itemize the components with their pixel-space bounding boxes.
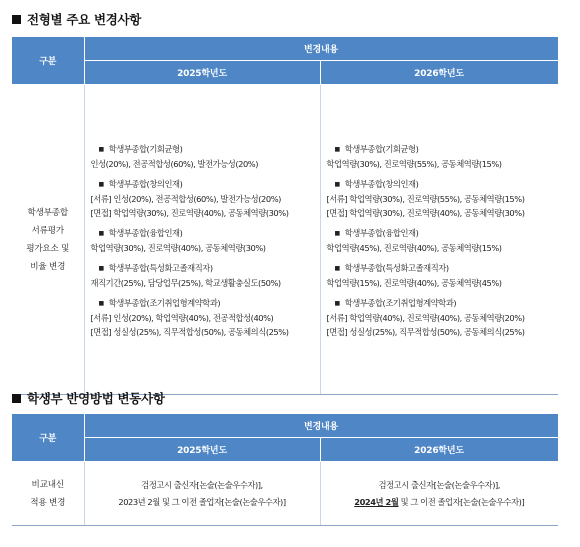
cell-2025 (84, 85, 320, 395)
header-category: 구분 (12, 37, 84, 85)
cell-2026: 검정고시 출신자[논술(논술우수자)], 2024년 2월 및 그 이전 졸업자[논술(논술우수자)] (320, 462, 558, 526)
row-label: 비교내신 적용 변경 (12, 462, 84, 526)
changes-table (12, 36, 559, 395)
list-item: ■ 학생부종합(특성화고졸재직자) 재직기간(25%), 담당업무(25%), 학교생활충실도(50%) (91, 261, 320, 290)
square-bullet-icon (12, 394, 21, 403)
list-item: ■ 학생부종합(특성화고졸재직자) 학업역량(15%), 진로역량(40%), 공동체역량(45%) (327, 261, 559, 290)
school-record-table (12, 413, 559, 526)
list-item: ■ 학생부종합(기회균형) 학업역량(30%), 진로역량(55%), 공동체역량(15%) (327, 142, 559, 171)
list-item: ■ 학생부종합(융합인재) 학업역량(45%), 진로역량(40%), 공동체역량(15%) (327, 226, 559, 255)
header-2025: 2025학년도 (84, 61, 320, 85)
list-item: ■ 학생부종합(기회균형) 인성(20%), 전공적합성(60%), 발전가능성(20%) (91, 142, 320, 171)
cell-2026 (320, 85, 558, 395)
section1-title: 전형별 주요 변경사항 (12, 10, 141, 28)
header-content: 변경내용 (84, 414, 558, 438)
header-2025: 2025학년도 (84, 438, 320, 462)
cell-2025: 검정고시 출신자[논술(논술우수자)], 2023년 2월 및 그 이전 졸업자[논술(논술우수자)] (84, 462, 320, 526)
list-item: ■ 학생부종합(조기취업형계약학과) [서류] 학업역량(40%), 진로역량(40%), 공동체역량(20%) [면접] 성실성(25%), 직무적합성(50%), 공동체의식(25%) (327, 296, 559, 339)
row-label: 학생부종합 서류평가 평가요소 및 비율 변경 (12, 85, 84, 395)
square-bullet-icon (12, 15, 21, 24)
list-item: ■ 학생부종합(조기취업형계약학과) [서류] 인성(20%), 학업역량(40%), 전공적합성(40%) [면접] 성실성(25%), 직무적합성(50%), 공동체의식(25%) (91, 296, 320, 339)
header-content: 변경내용 (84, 37, 558, 61)
header-2026: 2026학년도 (320, 438, 558, 462)
header-2026: 2026학년도 (320, 61, 558, 85)
highlighted-date: 2024년 2월 (354, 496, 399, 507)
list-item: ■ 학생부종합(창의인재) [서류] 인성(20%), 전공적합성(60%), 발전가능성(20%) [면접] 학업역량(30%), 진로역량(40%), 공동체역량(30%) (91, 177, 320, 220)
list-item: ■ 학생부종합(융합인재) 학업역량(30%), 진로역량(40%), 공동체역량(30%) (91, 226, 320, 255)
header-category: 구분 (12, 414, 84, 462)
section2-title: 학생부 반영방법 변동사항 (12, 389, 165, 407)
list-item: ■ 학생부종합(창의인재) [서류] 학업역량(30%), 진로역량(55%), 공동체역량(15%) [면접] 학업역량(30%), 진로역량(40%), 공동체역량(30%) (327, 177, 559, 220)
